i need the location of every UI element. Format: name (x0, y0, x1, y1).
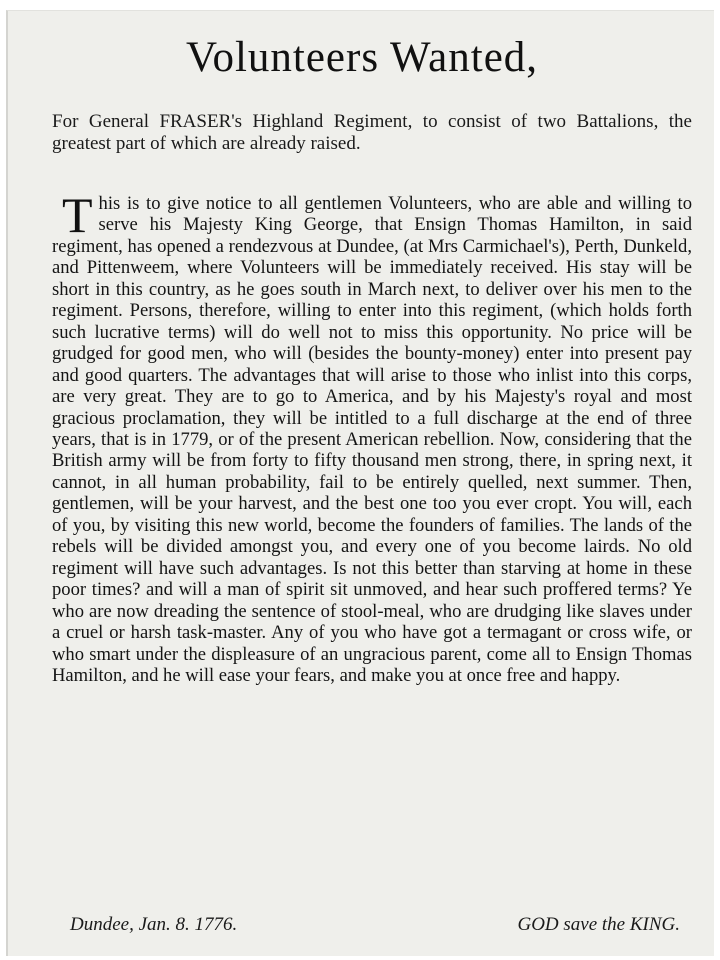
footer (70, 914, 680, 936)
page-title: Volunteers Wanted, (185, 34, 539, 81)
dateline: Dundee, Jan. 8. 1776. (70, 914, 238, 935)
drop-cap: T (62, 187, 93, 243)
body-paragraph (52, 187, 692, 686)
closing-motto: GOD save the KING. (517, 914, 680, 935)
body-text: his is to give notice to all gentlemen Volunteers, who are able and willing to serve his Majesty King George, that Ensign Thomas Hamilton, in said regiment, has opened a rendezvous at Dundee, (at Mrs Carmichael's), Perth, Dunkeld, and Pittenweem, where Volunteers will be immediately received. His stay will be short in this country, as he goes south in March next, to deliver over his men to the regiment. Persons, therefore, willing to enter into this regiment, (which holds forth such lucrative terms) will do well not to miss this opportunity. No price will be grudged for good men, who will (besides the bounty-money) enter into present pay and good quarters. The advantages that will arise to those who inlist into this corps, are very great. They are to go to America, and by his Majesty's royal and most gracious proclamation, they will be intitled to a full discharge at the end of three years, that is in 1779, or of the present American rebellion. Now, considering that the British army will be from forty to fifty thousand men strong, there, in spring next, it cannot, in all human probability, fail to be entirely quelled, next summer. Then, gentlemen, will be your harvest, and the best one too you ever cropt. You will, each of you, by visiting this new world, become the founders of families. The lands of the rebels will be divided amongst you, and every one of you become lairds. No old regiment will have such advantages. Is not this better than starving at home in these poor times? and will a man of spirit sit unmoved, and hear such proffered terms? Ye who are now dreading the sentence of stool-meal, who are drudging like slaves under a cruel or harsh task-master. Any of you who have got a termagant or cross wife, or who smart under the displeasure of an ungracious parent, come all to Ensign Thomas Hamilton, and he will ease your fears, and make you at once free and happy. (52, 193, 692, 686)
handbill-sheet (6, 10, 714, 956)
subtitle: For General FRASER's Highland Regiment, to consist of two Battalions, the greatest part of which are already raised. (52, 111, 692, 154)
